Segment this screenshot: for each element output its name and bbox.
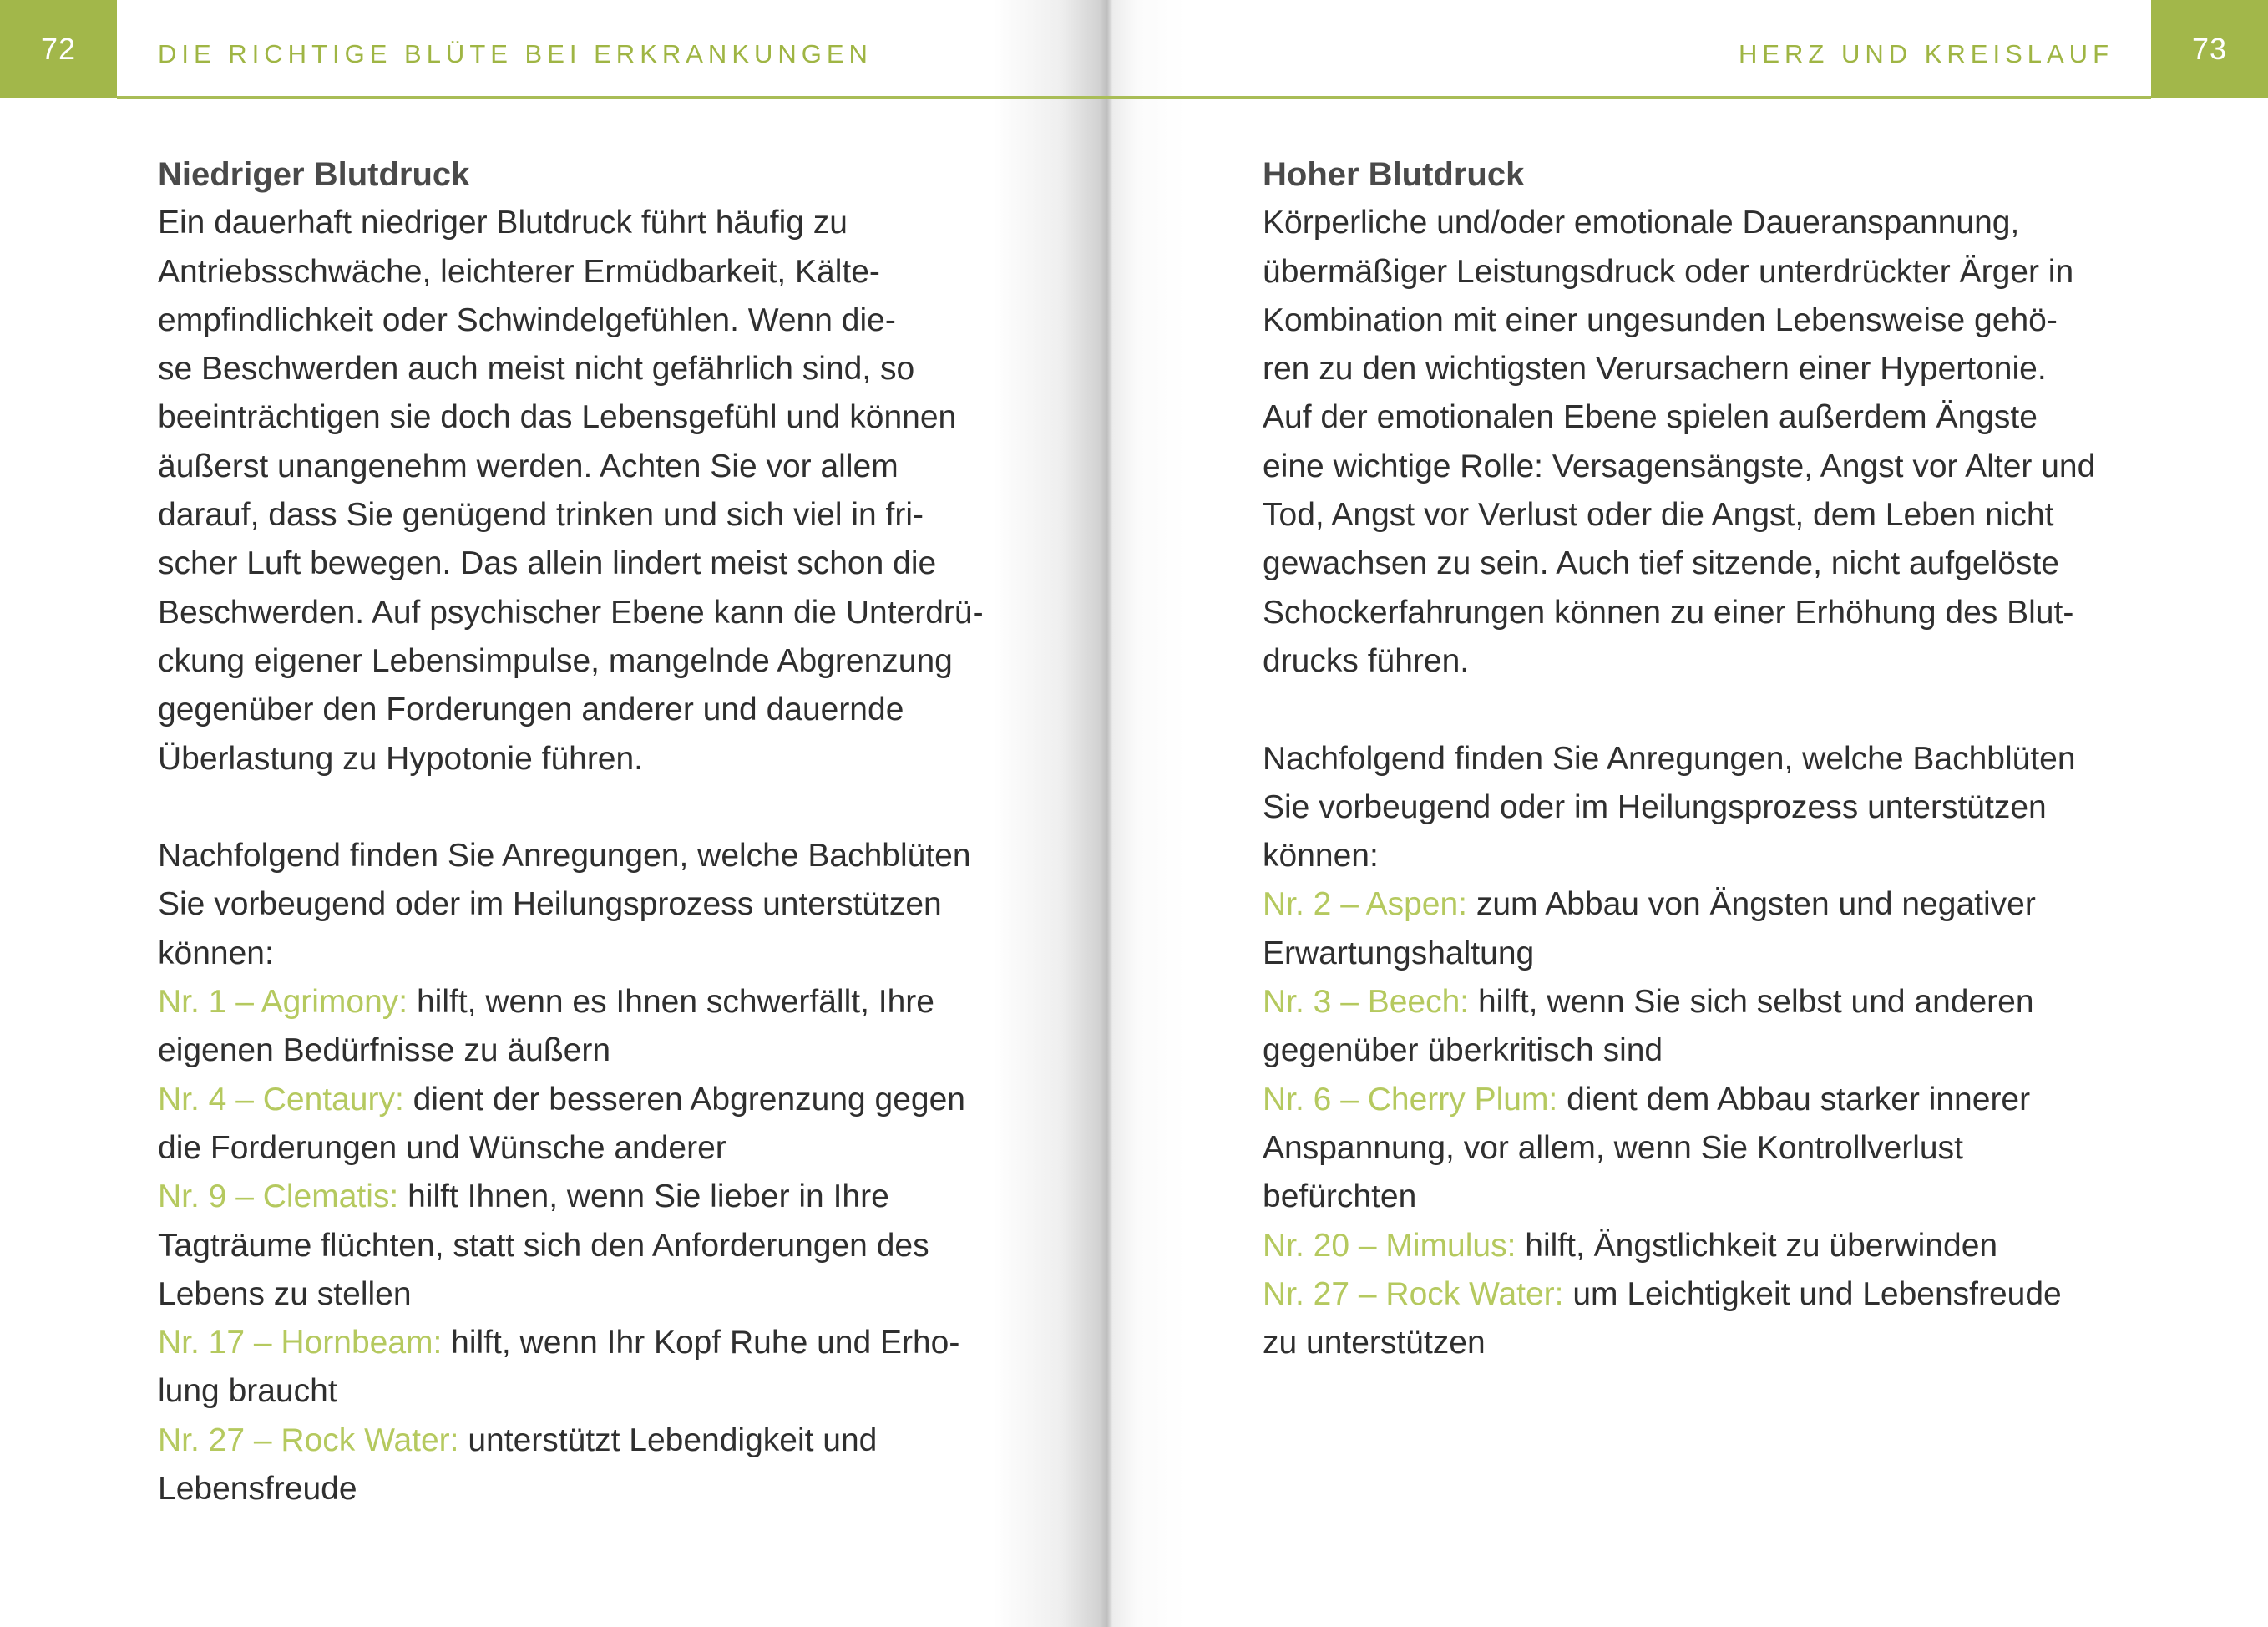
section-heading: Hoher Blutdruck xyxy=(1263,156,1525,193)
text-line: ren zu den wichtigsten Verursachern einer Hypertonie. xyxy=(1263,351,2047,388)
text-line: darauf, dass Sie genügend trinken und sich viel in fri- xyxy=(158,497,924,534)
remedy-item xyxy=(158,1173,1018,1319)
text-line: übermäßiger Leistungsdruck oder unterdrückter Ärger in xyxy=(1263,253,2074,290)
text-line: können: xyxy=(158,935,274,971)
remedy-label: Nr. 2 – Aspen: xyxy=(1263,886,1467,923)
remedy-text: Lebensfreude xyxy=(158,1471,357,1508)
text-line: Kombination mit einer ungesunden Lebensweise gehö- xyxy=(1263,302,2058,338)
remedy-text: Anspannung, vor allem, wenn Sie Kontrollverlust xyxy=(1263,1129,1963,1166)
text-line: se Beschwerden auch meist nicht gefährlich sind, so xyxy=(158,351,915,388)
paragraph-spacer xyxy=(158,783,1018,832)
text-line: gewachsen zu sein. Auch tief sitzende, nicht aufgelöste xyxy=(1263,545,2059,582)
text-line: scher Luft bewegen. Das allein lindert meist schon die xyxy=(158,545,937,582)
left-page-content xyxy=(158,150,1018,1513)
remedy-item xyxy=(1263,880,2123,978)
remedy-item xyxy=(158,1319,1018,1417)
remedy-text: befürchten xyxy=(1263,1178,1417,1215)
text-line: Sie vorbeugend oder im Heilungsprozess unterstützen xyxy=(1263,788,2047,825)
remedy-text: Lebens zu stellen xyxy=(158,1275,412,1312)
remedy-item xyxy=(1263,1076,2123,1222)
remedy-text: Tagträume flüchten, statt sich den Anforderungen des xyxy=(158,1227,929,1264)
text-line: äußerst unangenehm werden. Achten Sie vor allem xyxy=(158,448,899,484)
remedy-text: lung braucht xyxy=(158,1373,337,1410)
remedy-text: dient der besseren Abgrenzung gegen xyxy=(403,1081,965,1118)
intro-paragraph xyxy=(158,832,1018,978)
remedy-label: Nr. 20 – Mimulus: xyxy=(1263,1227,1516,1264)
text-line: drucks führen. xyxy=(1263,642,1470,679)
remedy-label: Nr. 3 – Beech: xyxy=(1263,984,1470,1021)
text-line: können: xyxy=(1263,838,1379,874)
remedy-text: Erwartungshaltung xyxy=(1263,935,1535,971)
running-head-right: HERZ UND KREISLAUF xyxy=(1738,39,2114,68)
remedy-item xyxy=(158,1076,1018,1173)
remedy-text: unterstützt Lebendigkeit und xyxy=(458,1422,878,1458)
text-line: Schockerfahrungen können zu einer Erhöhung des Blut- xyxy=(1263,594,2074,631)
text-line: Beschwerden. Auf psychischer Ebene kann die Unterdrü- xyxy=(158,594,984,631)
paragraph-spacer xyxy=(1263,686,2123,734)
text-line: Antriebsschwäche, leichterer Ermüdbarkeit, Kälte- xyxy=(158,253,880,290)
text-line: gegenüber den Forderungen anderer und dauernde xyxy=(158,692,904,728)
text-line: empfindlichkeit oder Schwindelgefühlen. Wenn die- xyxy=(158,302,896,338)
body-paragraph xyxy=(1263,199,2123,686)
remedy-text: hilft Ihnen, wenn Sie lieber in Ihre xyxy=(398,1178,889,1215)
page-number-left: 72 xyxy=(0,0,117,98)
remedy-label: Nr. 9 – Clematis: xyxy=(158,1178,399,1215)
text-line: Ein dauerhaft niedriger Blutdruck führt häufig zu xyxy=(158,205,848,241)
text-line: Tod, Angst vor Verlust oder die Angst, dem Leben nicht xyxy=(1263,497,2054,534)
remedy-text: hilft, wenn es Ihnen schwerfällt, Ihre xyxy=(408,984,934,1021)
remedy-list xyxy=(1263,880,2123,1367)
remedy-text: eigenen Bedürfnisse zu äußern xyxy=(158,1032,611,1069)
remedy-item xyxy=(1263,1222,2123,1270)
section-heading: Niedriger Blutdruck xyxy=(158,156,470,193)
right-page-content xyxy=(1263,150,2123,1367)
text-line: beeinträchtigen sie doch das Lebensgefühl und können xyxy=(158,399,957,436)
page-number-right: 73 xyxy=(2151,0,2268,98)
intro-paragraph xyxy=(1263,735,2123,881)
remedy-item xyxy=(158,1417,1018,1514)
text-line: Auf der emotionalen Ebene spielen außerdem Ängste xyxy=(1263,399,2038,436)
remedy-label: Nr. 27 – Rock Water: xyxy=(158,1422,459,1458)
remedy-item xyxy=(158,978,1018,1076)
remedy-label: Nr. 1 – Agrimony: xyxy=(158,984,408,1021)
header-rule-right xyxy=(1134,96,2151,99)
remedy-text: gegenüber überkritisch sind xyxy=(1263,1032,1663,1069)
remedy-list xyxy=(158,978,1018,1513)
header-rule-left xyxy=(117,96,1134,99)
running-head-left: DIE RICHTIGE BLÜTE BEI ERKRANKUNGEN xyxy=(158,39,873,68)
remedy-text: hilft, Ängstlichkeit zu überwinden xyxy=(1516,1227,1998,1264)
remedy-label: Nr. 6 – Cherry Plum: xyxy=(1263,1081,1558,1118)
text-line: Körperliche und/oder emotionale Daueranspannung, xyxy=(1263,205,2020,241)
text-line: Nachfolgend finden Sie Anregungen, welche Bachblüten xyxy=(158,838,971,874)
text-line: ckung eigener Lebensimpulse, mangelnde Abgrenzung xyxy=(158,642,953,679)
right-page xyxy=(1134,0,2268,1627)
remedy-item xyxy=(1263,978,2123,1076)
body-paragraph xyxy=(158,199,1018,783)
remedy-text: zum Abbau von Ängsten und negativer xyxy=(1467,886,2036,923)
remedy-text: um Leichtigkeit und Lebensfreude xyxy=(1563,1275,2062,1312)
remedy-item xyxy=(1263,1270,2123,1368)
text-line: Sie vorbeugend oder im Heilungsprozess unterstützen xyxy=(158,886,942,923)
remedy-label: Nr. 4 – Centaury: xyxy=(158,1081,404,1118)
remedy-text: hilft, wenn Sie sich selbst und anderen xyxy=(1469,984,2034,1021)
remedy-label: Nr. 17 – Hornbeam: xyxy=(158,1325,443,1361)
remedy-text: die Forderungen und Wünsche anderer xyxy=(158,1129,726,1166)
text-line: eine wichtige Rolle: Versagensängste, Angst vor Alter und xyxy=(1263,448,2096,484)
remedy-label: Nr. 27 – Rock Water: xyxy=(1263,1275,1564,1312)
remedy-text: zu unterstützen xyxy=(1263,1325,1486,1361)
remedy-text: hilft, wenn Ihr Kopf Ruhe und Erho- xyxy=(442,1325,960,1361)
text-line: Nachfolgend finden Sie Anregungen, welche Bachblüten xyxy=(1263,740,2076,777)
remedy-text: dient dem Abbau starker innerer xyxy=(1557,1081,2031,1118)
text-line: Überlastung zu Hypotonie führen. xyxy=(158,740,644,777)
